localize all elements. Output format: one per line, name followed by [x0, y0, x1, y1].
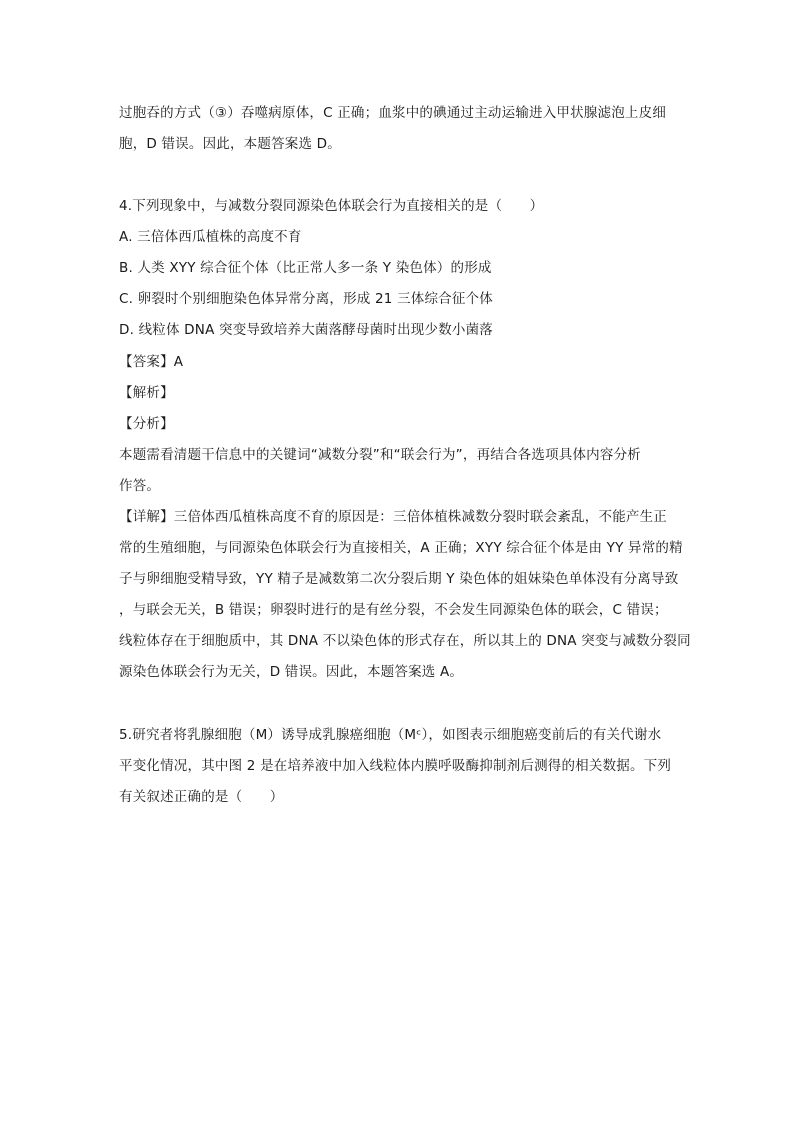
- detail-line-6: 源染色体联会行为无关，D 错误。因此，本题答案选 A。: [119, 664, 464, 680]
- analysis-sub-label: 【分析】: [119, 416, 174, 432]
- question-5-stem-line-1: 5.研究者将乳腺细胞（M）诱导成乳腺癌细胞（Mᶜ），如图表示细胞癌变前后的有关代谢水: [119, 727, 662, 743]
- analysis-text-line-1: 本题需看清题干信息中的关键词“减数分裂”和“联会行为”，再结合各选项具体内容分析: [119, 447, 641, 463]
- answer-label: 【答案】A: [119, 354, 184, 370]
- question-5-stem-line-3: 有关叙述正确的是（ ）: [119, 789, 284, 805]
- question-4-stem: 4.下列现象中，与减数分裂同源染色体联会行为直接相关的是（ ）: [119, 198, 544, 214]
- question-4-option-d: D. 线粒体 DNA 突变导致培养大菌落酵母菌时出现少数小菌落: [119, 322, 493, 338]
- question-4-option-b: B. 人类 XYY 综合征个体（比正常人多一条 Y 染色体）的形成: [119, 260, 492, 276]
- question-4-option-c: C. 卵裂时个别细胞染色体异常分离，形成 21 三体综合征个体: [119, 291, 493, 307]
- analysis-label: 【解析】: [119, 385, 174, 401]
- detail-line-4: ，与联会无关，B 错误；卵裂时进行的是有丝分裂，不会发生同源染色体的联会，C 错误；: [119, 602, 668, 618]
- analysis-text-line-2: 作答。: [119, 478, 161, 494]
- question-5-stem-line-2: 平变化情况，其中图 2 是在培养液中加入线粒体内膜呼吸酶抑制剂后测得的相关数据。下列: [119, 758, 672, 774]
- detail-line-3: 子与卵细胞受精导致，YY 精子是减数第二次分裂后期 Y 染色体的姐妹染色单体没有分离导致: [119, 571, 679, 587]
- prev-answer-line-2: 胞，D 错误。因此，本题答案选 D。: [119, 136, 341, 152]
- detail-line-2: 常的生殖细胞，与同源染色体联会行为直接相关，A 正确；XYY 综合征个体是由 YY 异常的精: [119, 540, 683, 556]
- question-4-option-a: A. 三倍体西瓜植株的高度不育: [119, 229, 302, 245]
- detail-line-5: 线粒体存在于细胞质中，其 DNA 不以染色体的形式存在，所以其上的 DNA 突变与减数分裂同: [119, 633, 691, 649]
- prev-answer-line-1: 过胞吞的方式（③）吞噬病原体，C 正确；血浆中的碘通过主动运输进入甲状腺滤泡上皮细: [119, 105, 667, 121]
- detail-line-1: 【详解】三倍体西瓜植株高度不育的原因是：三倍体植株减数分裂时联会紊乱，不能产生正: [119, 509, 667, 525]
